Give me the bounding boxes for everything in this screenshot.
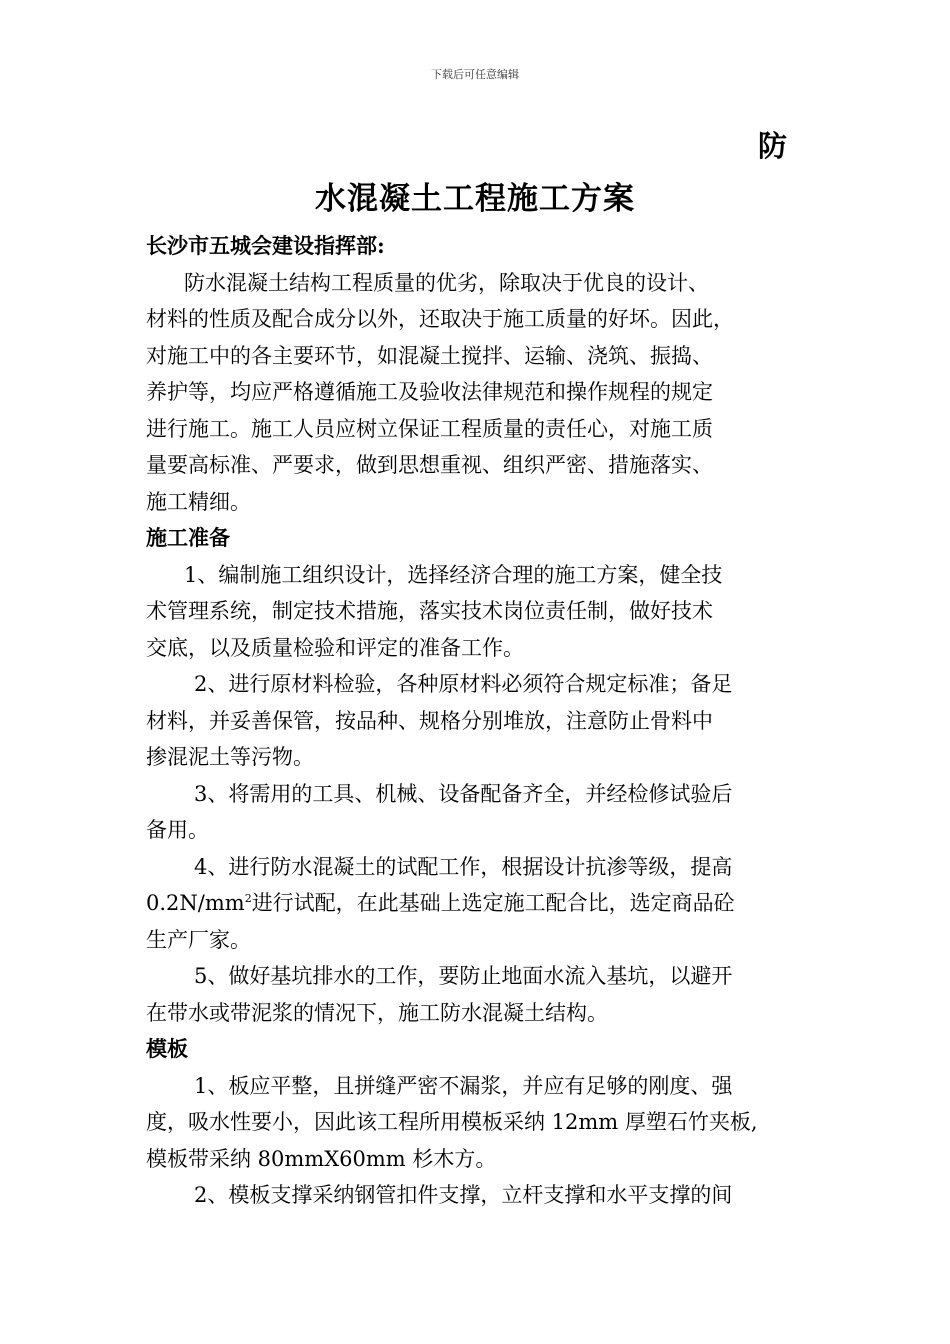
paragraph-line: 1、板应平整，且拼缝严密不漏浆，并应有足够的刚度、强 [194,1073,733,1098]
paragraph-line: 掺混泥土等污物。 [146,745,314,769]
paragraph-line: 对施工中的各主要环节，如混凝土搅拌、运输、浇筑、振捣、 [146,343,713,368]
paragraph-line: 备用。 [146,818,209,842]
paragraph-line: 养护等，均应严格遵循施工及验收法律规范和操作规程的规定 [146,380,713,404]
addressee: 长沙市五城会建设指挥部: [146,233,385,258]
paragraph-line: 术管理系统，制定技术措施，落实技术岗位责任制，做好技术 [146,599,713,623]
document-title: 水混凝土工程施工方案 [315,181,635,217]
unit-value: 0.2N/mm [146,891,245,915]
section-heading-formwork: 模板 [146,1036,188,1061]
document-title-first-char: 防 [758,129,788,163]
section-heading-preparation: 施工准备 [146,525,230,550]
document-body [146,228,826,1214]
unit-superscript: 2 [244,892,252,905]
paragraph-line: 度，吸水性要小，因此该工程所用模板采纳 12mm 厚塑石竹夹板, [146,1110,758,1134]
paragraph-line-with-unit [146,885,826,922]
paragraph-line: 1、编制施工组织设计，选择经济合理的施工方案，健全技 [184,562,723,587]
paragraph-line: 4、进行防水混凝土的试配工作，根据设计抗渗等级，提高 [194,854,733,879]
paragraph-line: 在带水或带泥浆的情况下，施工防水混凝土结构。 [146,1000,608,1025]
paragraph-line: 进行施工。施工人员应树立保证工程质量的责任心，对施工质 [146,416,713,441]
paragraph-line: 2、进行原材料检验，各种原材料必须符合规定标准；备足 [194,672,733,696]
paragraph-line: 交底，以及质量检验和评定的准备工作。 [146,635,524,660]
paragraph-line: 材料的性质及配合成分以外，还取决于施工质量的好坏。因此， [146,307,734,331]
paragraph-line: 生产厂家。 [146,927,251,952]
paragraph-line: 模板带采纳 80mmX60mm 杉木方。 [146,1146,497,1171]
paragraph-line: 5、做好基坑排水的工作，要防止地面水流入基坑，以避开 [194,964,733,988]
paragraph-line: 材料，并妥善保管，按品种、规格分别堆放，注意防止骨料中 [146,708,713,733]
paragraph-line: 防水混凝土结构工程质量的优劣，除取决于优良的设计、 [184,270,709,295]
paragraph-line: 施工精细。 [146,489,251,514]
paragraph-line: 3、将需用的工具、机械、设备配备齐全，并经检修试验后 [194,781,733,806]
page-header-note: 下载后可任意编辑 [431,68,519,81]
paragraph-line: 量要高标准、严要求，做到思想重视、组织严密、措施落实、 [146,453,713,477]
paragraph-text: 进行试配，在此基础上选定施工配合比，选定商品砼 [251,891,735,915]
paragraph-line: 2、模板支撑采纳钢管扣件支撑，立杆支撑和水平支撑的间 [194,1183,733,1207]
